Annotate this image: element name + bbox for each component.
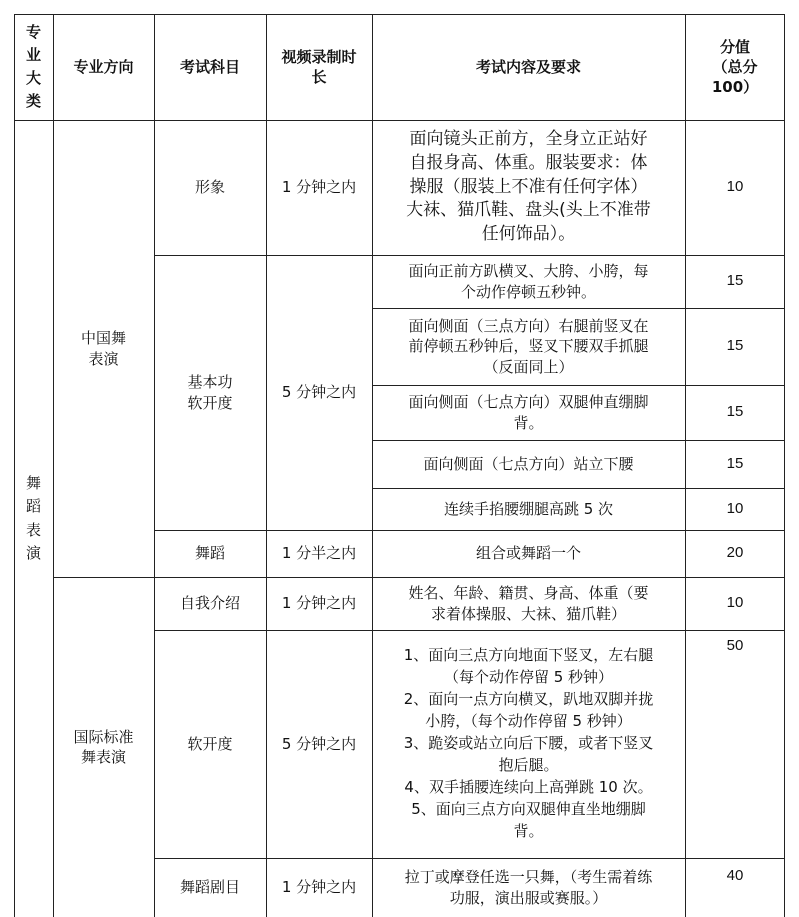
grid-hline: [372, 385, 785, 386]
category-cell: [14, 120, 53, 917]
duration-flexibility: 5 分钟之内: [281, 734, 357, 753]
content-basic-4: 面向侧面（七点方向）站立下腰: [423, 454, 634, 473]
grid-hline: [14, 120, 785, 121]
direction-chinese-dance: 中国舞 表演: [80, 329, 126, 368]
grid-vline: [784, 14, 785, 917]
score-dance: 20: [726, 544, 744, 562]
subject-appearance: 形象: [194, 178, 225, 197]
grid-vline: [372, 14, 373, 917]
header-direction: 专业方向: [73, 57, 134, 76]
grid-hline: [14, 14, 785, 15]
content-basic-3: 面向侧面（七点方向）双腿伸直绷脚 背。: [408, 393, 649, 432]
grid-vline: [685, 14, 686, 917]
header-subject: 考试科目: [179, 57, 240, 76]
score-basic-4: 15: [726, 454, 744, 472]
content-dance: 组合或舞蹈一个: [475, 544, 581, 563]
score-flexibility: 50: [726, 637, 744, 654]
content-basic-2: 面向侧面（三点方向）右腿前竖叉在 前停顿五秒钟后，竖叉下腰双手抓腿 （反面同上）: [408, 317, 649, 376]
content-flexibility: 1、面向三点方向地面下竖叉，左右腿 （每个动作停留 5 秒钟） 2、面向一点方向横叉，趴地双脚并拢 小胯，（每个动作停留 5 秒钟） 3、跪姿或站立向后下腰，或者下竖叉 抱后腿。 4、双手插腰连续向上高弹跳 10 次。 5、面向三点方向双腿伸直坐地绷脚 背。: [403, 646, 654, 840]
direction-ballroom-dance: 国际标准 舞表演: [73, 727, 134, 766]
grid-hline: [372, 488, 785, 489]
score-basic-5: 10: [726, 499, 744, 517]
score-appearance: 10: [726, 178, 744, 196]
duration-appearance: 1 分钟之内: [281, 178, 357, 197]
score-basic-2: 15: [726, 337, 744, 355]
duration-dance: 1 分半之内: [281, 544, 357, 563]
grid-vline: [53, 14, 54, 917]
content-basic-1: 面向正前方趴横叉、大胯、小胯，每 个动作停顿五秒钟。: [408, 262, 649, 301]
grid-hline: [372, 308, 785, 309]
duration-intro: 1 分钟之内: [281, 594, 357, 613]
score-basic-1: 15: [726, 272, 744, 290]
category-text: 舞 蹈 表 演: [25, 474, 41, 562]
content-basic-5: 连续手掐腰绷腿高跳 5 次: [443, 499, 614, 518]
subject-intro: 自我介绍: [179, 594, 240, 613]
header-category-text: 专 业 大 类: [25, 22, 41, 111]
grid-hline: [154, 530, 785, 531]
subject-repertoire: 舞蹈剧目: [179, 878, 240, 897]
header-score: 分值 （总分 100）: [711, 37, 759, 97]
grid-hline: [154, 630, 785, 631]
content-appearance: 面向镜头正前方，全身立正站好 自报身高、体重。服装要求：体 操服（服装上不准有任何字体） 大袜、猫爪鞋、盘头(头上不准带 任何饰品）。: [406, 129, 651, 245]
score-basic-3: 15: [726, 403, 744, 421]
header-category: [14, 14, 53, 120]
score-repertoire: 40: [726, 867, 744, 884]
grid-hline: [372, 440, 785, 441]
content-repertoire: 拉丁或摩登任选一只舞，（考生需着练 功服，演出服或赛服。）: [404, 868, 653, 907]
subject-dance: 舞蹈: [194, 544, 225, 563]
grid-hline: [154, 255, 785, 256]
duration-basic: 5 分钟之内: [281, 383, 357, 402]
grid-vline: [14, 14, 15, 917]
header-content: 考试内容及要求: [475, 57, 581, 76]
subject-flexibility: 软开度: [187, 734, 233, 753]
content-intro: 姓名、年龄、籍贯、身高、体重（要 求着体操服、大袜、猫爪鞋）: [408, 584, 649, 623]
grid-vline: [266, 14, 267, 917]
score-intro: 10: [726, 594, 744, 612]
subject-basic: 基本功 软开度: [187, 373, 233, 412]
grid-hline: [154, 858, 785, 859]
grid-hline: [53, 577, 785, 578]
header-duration: 视频录制时 长: [281, 47, 357, 86]
grid-vline: [154, 14, 155, 917]
duration-repertoire: 1 分钟之内: [281, 878, 357, 897]
